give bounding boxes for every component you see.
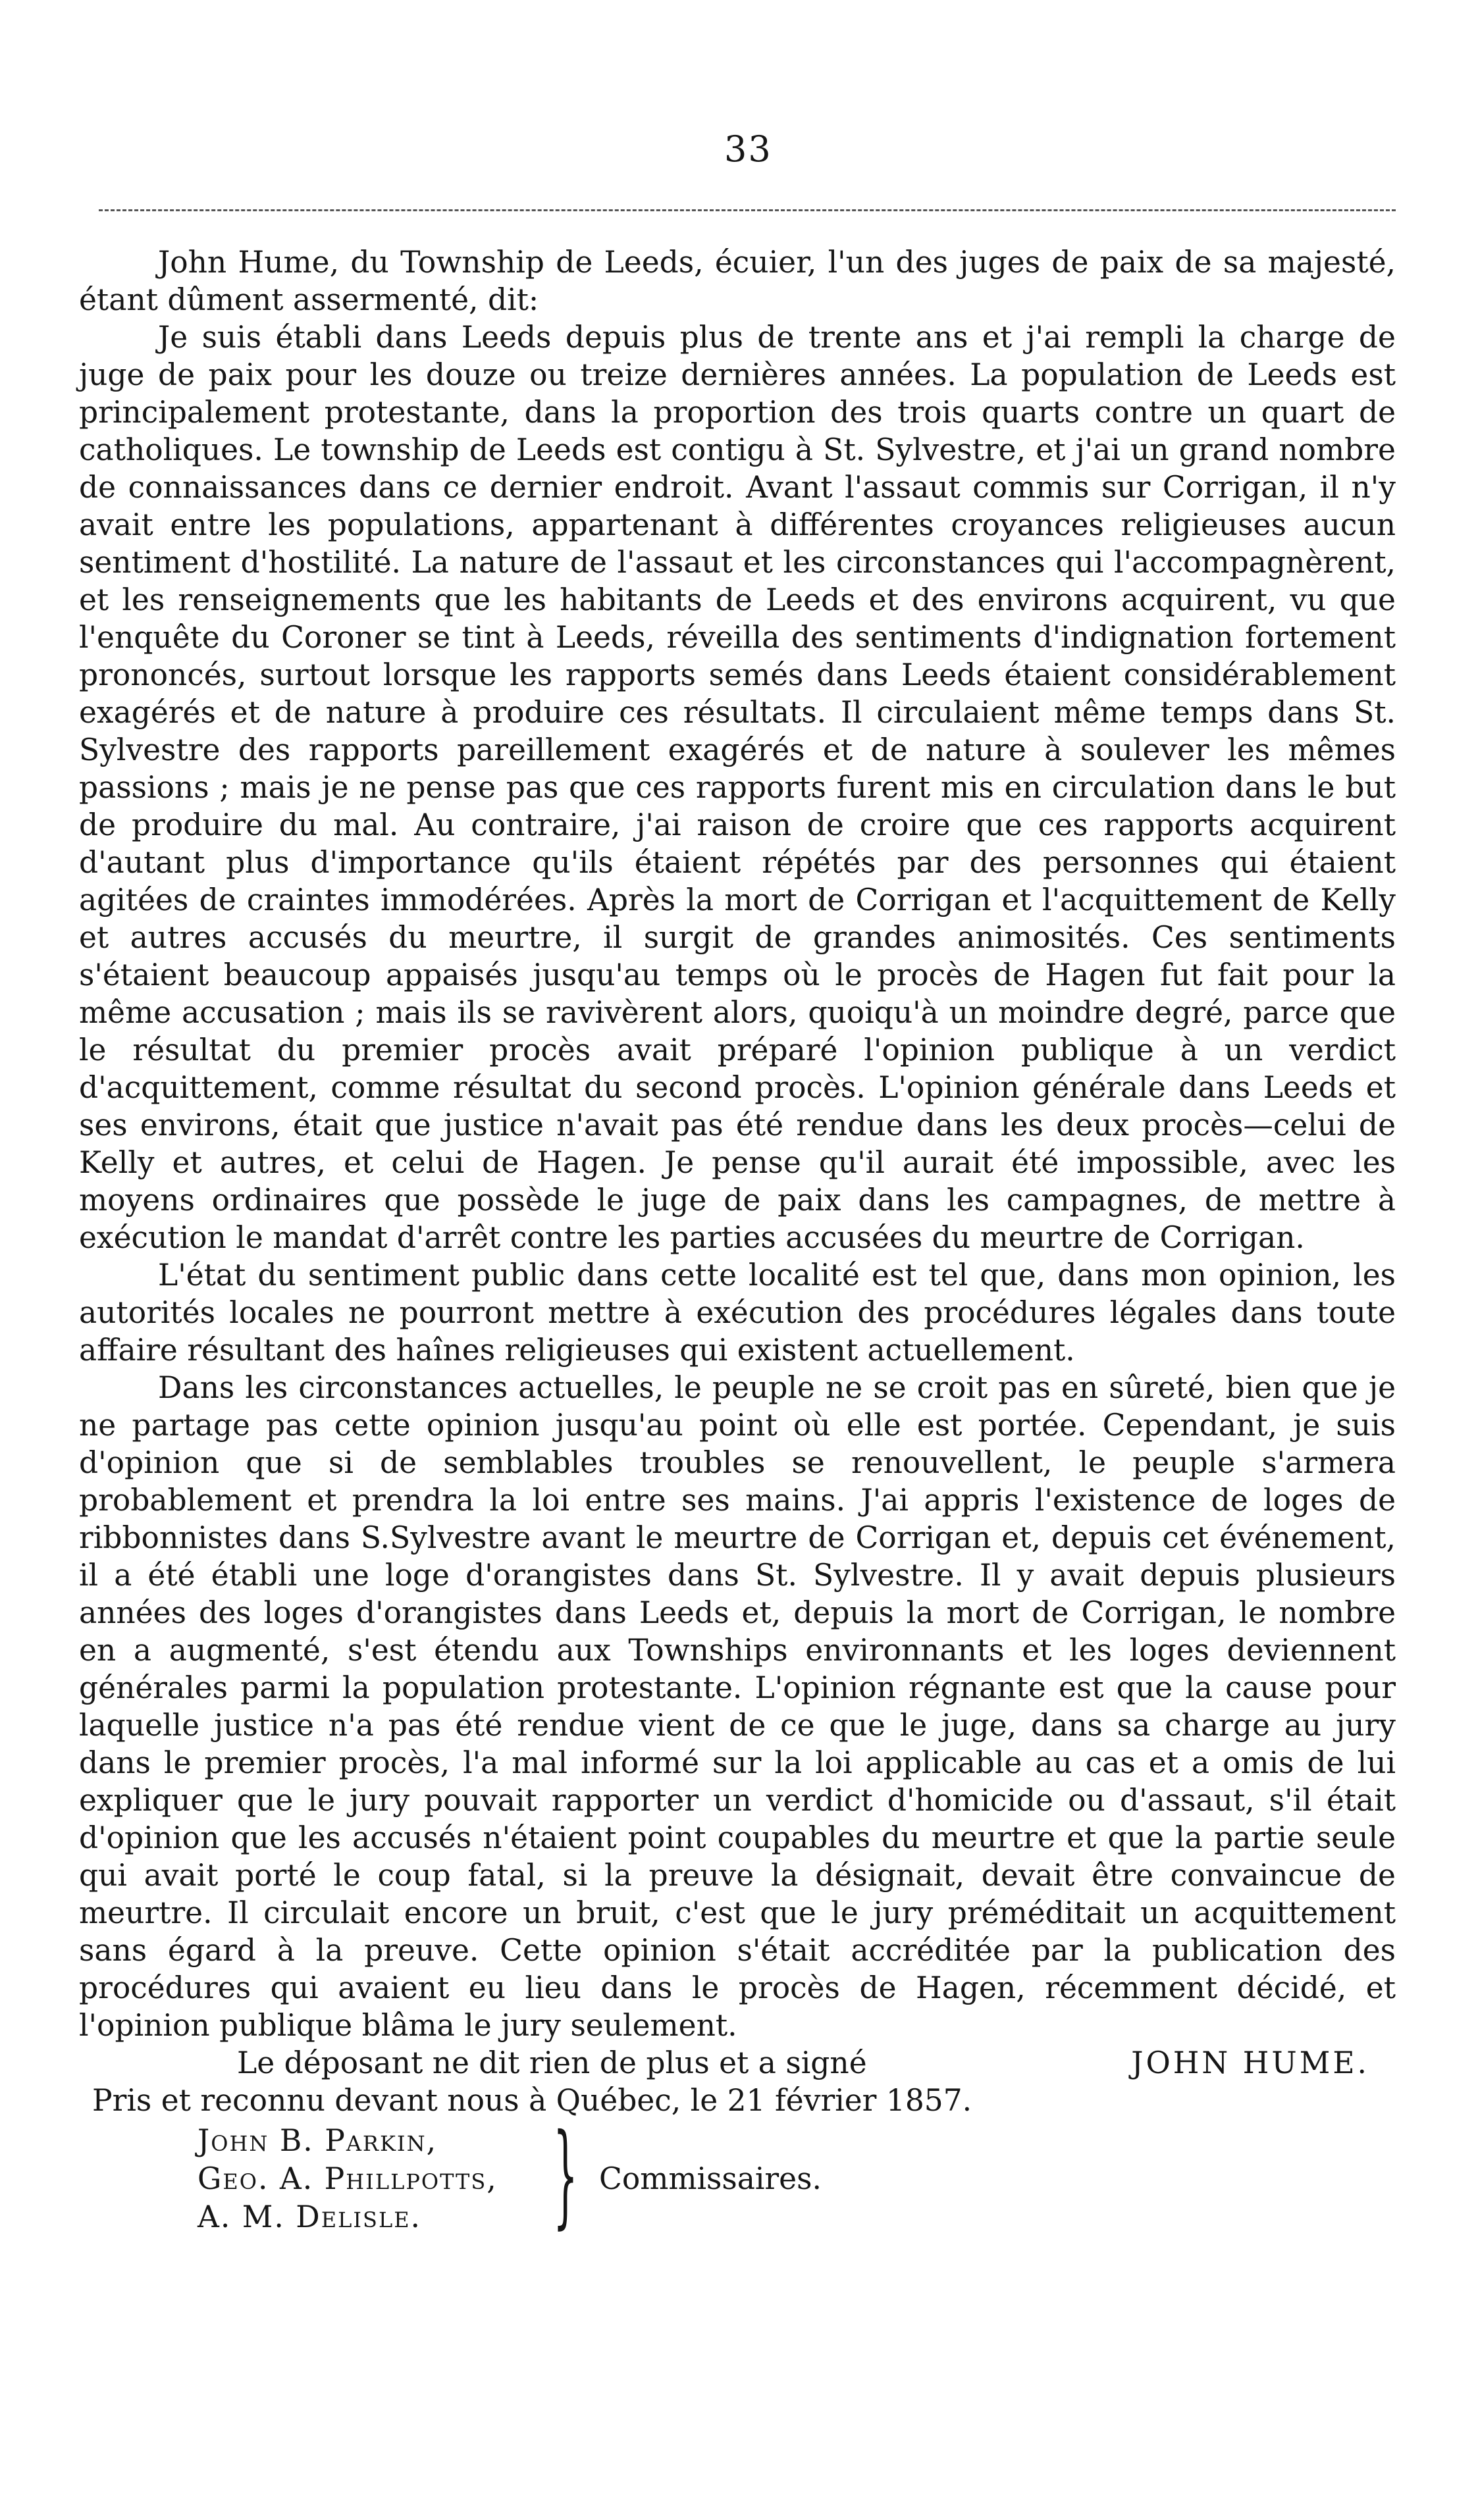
commissioners-label: Commissaires. bbox=[599, 2161, 822, 2196]
taken-before-line: Pris et reconnu devant nous à Québec, le 21 février 1857. bbox=[92, 2083, 972, 2118]
paragraph-residence: Je suis établi dans Leeds depuis plus de trente ans et j'ai rempli la charge de juge de paix pour les douze ou treize dernières années. La population de Leeds est principalement protestante, dans la proportion des trois quarts contre un quart de catholiques. Le township de Leeds est contigu à St. Sylvestre, et j'ai un grand nombre de connaissances dans ce dernier endroit. Avant l'assaut commis sur Corrigan, il n'y avait entre les populations, appartenant à différentes croyances religieuses aucun sentiment d'hostilité. La nature de l'assaut et les circonstances qui l'accompagnèrent, et les renseignements que les habitants de Leeds et des environs acquirent, vu que l'enquête du Coroner se tint à Leeds, réveilla des sentiments d'indignation fortement prononcés, surtout lorsque les rapports semés dans Leeds étaient considérablement exagérés et de nature à produire ces résultats. Il circulaient même temps dans St. Sylvestre des rapports pareillement exagérés et de nature à soulever les mêmes passions ; mais je ne pense pas que ces rapports furent mis en circulation dans le but de produire du mal. Au contraire, j'ai raison de croire que ces rapports acquirent d'autant plus d'importance qu'ils étaient répétés par des personnes qui étaient agitées de craintes immodérées. Après la mort de Corrigan et l'acquittement de Kelly et autres accusés du meurtre, il surgit de grandes animosités. Ces sentiments s'étaient beaucoup appaisés jusqu'au temps où le procès de Hagen fut fait pour la même accusation ; mais ils se ravivèrent alors, quoiqu'à un moindre degré, parce que le résultat du premier procès avait préparé l'opinion publique à un verdict d'acquittement, comme résultat du second procès. L'opinion générale dans Leeds et ses environs, était que justice n'avait pas été rendue dans les deux procès—celui de Kelly et autres, et celui de Hagen. Je pense qu'il aurait été impossible, avec les moyens ordinaires que possède le juge de paix dans les campagnes, de mettre à exécution le mandat d'arrêt contre les parties accusées du meurtre de Corrigan. bbox=[79, 320, 1396, 1255]
testimony-text bbox=[79, 244, 1396, 2253]
page-number: 33 bbox=[724, 128, 772, 170]
paragraph-circumstances: Dans les circonstances actuelles, le peuple ne se croit pas en sûreté, bien que je ne partage pas cette opinion jusqu'au point où elle est portée. Cependant, je suis d'opinion que si de semblables troubles se renouvellent, le peuple s'armera probablement et prendra la loi entre ses mains. J'ai appris l'existence de loges de ribbonnistes dans S.Sylvestre avant le meurtre de Corrigan et, depuis cet événement, il a été établi une loge d'orangistes dans St. Sylvestre. Il y avait depuis plusieurs années des loges d'orangistes dans Leeds et, depuis la mort de Corrigan, le nombre en a augmenté, s'est étendu aux Townships environnants et les loges deviennent générales parmi la population protestante. L'opinion régnante est que la cause pour laquelle justice n'a pas été rendue vient de ce que le juge, dans sa charge au jury dans le premier procès, l'a mal informé sur la loi applicable au cas et a omis de lui expliquer que le jury pouvait rapporter un verdict d'homicide ou d'assaut, s'il était d'opinion que les accusés n'étaient point coupables du meurtre et que la partie seule qui avait porté le coup fatal, si la preuve la désignait, devait être convaincue de meurtre. Il circulait encore un bruit, c'est que le jury préméditait un acquittement sans égard à la preuve. Cette opinion s'était accréditée par la publication des procédures qui avaient eu lieu dans le procès de Hagen, récemment décidé, et l'opinion publique blâma le jury seulement. bbox=[79, 1370, 1396, 2043]
paragraph-intro: John Hume, du Township de Leeds, écuier, l'un des juges de paix de sa majesté, étant dûment assermenté, dit: bbox=[79, 245, 1396, 317]
commissioner-names bbox=[198, 2122, 498, 2236]
commissioner-name: Geo. A. Phillpotts, bbox=[198, 2161, 498, 2196]
signature-line bbox=[79, 2044, 1396, 2082]
header-rule bbox=[99, 209, 1396, 211]
signature-statement: Le déposant ne dit rien de plus et a signé bbox=[237, 2045, 867, 2080]
commissioners-block bbox=[79, 2110, 1396, 2253]
paragraph-public-sentiment: L'état du sentiment public dans cette localité est tel que, dans mon opinion, les autorités locales ne pourront mettre à exécution des procédures légales dans toute affaire résultant des haînes religieuses qui existent actuellement. bbox=[79, 1258, 1396, 1368]
brace-symbol: } bbox=[553, 2110, 578, 2240]
commissioner-name: A. M. Delisle. bbox=[198, 2199, 422, 2234]
signature-name: JOHN HUME. bbox=[1131, 2045, 1369, 2080]
commissioner-name: John B. Parkin, bbox=[198, 2123, 438, 2158]
